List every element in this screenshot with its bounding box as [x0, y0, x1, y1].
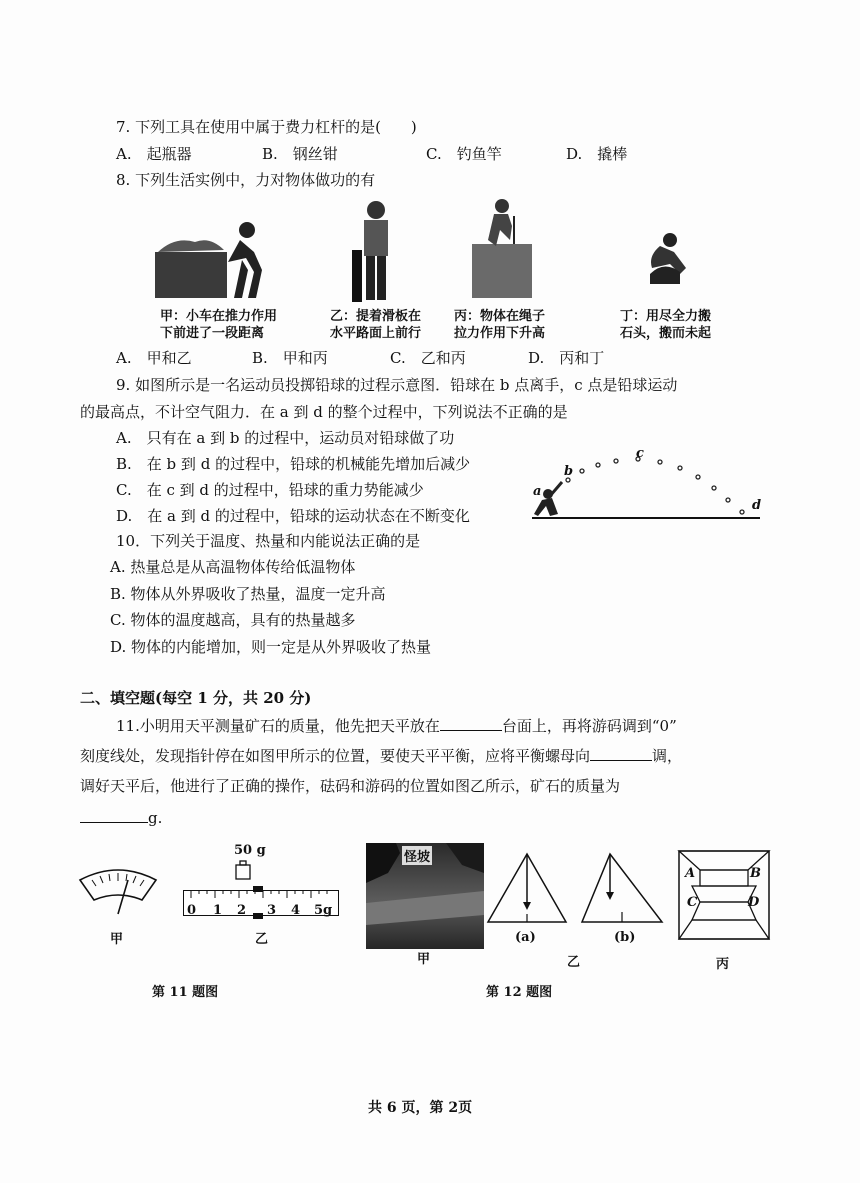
fig12-label-yi: 乙 — [567, 955, 581, 970]
q9-stem-line1: 9. 如图所示是一名运动员投掷铅球的过程示意图．铅球在 b 点离手，c 点是铅球运动 — [116, 376, 678, 394]
box-label-a: A — [685, 866, 696, 881]
box-label-b: B — [750, 866, 761, 881]
weight-icon — [235, 861, 251, 881]
q11-line2-text-b: 调， — [652, 747, 683, 765]
q10-option-d: D. 物体的内能增加，则一定是从外界吸收了热量 — [110, 638, 432, 656]
q8-caption-yi-line1: 乙：提着滑板在 — [330, 309, 422, 324]
answer-blank-1[interactable] — [440, 716, 502, 731]
q11-line3: 调好天平后，他进行了正确的操作，砝码和游码的位置如图乙所示，矿石的质量为 — [80, 777, 621, 795]
q8-caption-bing-line2: 拉力作用下升高 — [454, 326, 546, 341]
q11-line1 — [116, 716, 677, 736]
q8-option-a: A. 甲和乙 — [116, 349, 192, 367]
scale-tick-5g: 5g — [314, 903, 333, 918]
q9-option-b: B. 在 b 到 d 的过程中，铅球的机械能先增加后减少 — [116, 455, 471, 473]
q7-option-b: B. 钢丝钳 — [262, 145, 338, 163]
rope-lift-illustration — [466, 196, 536, 300]
scale-tick-4: 4 — [291, 903, 301, 918]
triangle-b — [580, 852, 664, 924]
q7-option-d: D. 撬棒 — [566, 145, 628, 163]
fig12-caption: 第 12 题图 — [486, 985, 553, 1000]
fig12-label-jia: 甲 — [417, 952, 431, 967]
balance-pointer-dial — [78, 866, 158, 916]
scale-tick-1: 1 — [213, 903, 223, 918]
q11-line2 — [80, 746, 682, 766]
box-label-d: D — [748, 895, 760, 910]
q10-stem: 10．下列关于温度、热量和内能说法正确的是 — [116, 532, 421, 550]
q7-option-a: A. 起瓶器 — [116, 145, 192, 163]
q10-option-a: A. 热量总是从高温物体传给低温物体 — [110, 558, 356, 576]
q11-line4 — [80, 808, 162, 828]
q11-line4-unit: g. — [148, 809, 163, 827]
q11-line1-text-a: 11.小明用天平测量矿石的质量，他先把天平放在 — [116, 717, 440, 735]
triangle-a — [486, 852, 568, 924]
answer-blank-3[interactable] — [80, 808, 148, 823]
q8-option-d: D. 丙和丁 — [528, 349, 605, 367]
weight-label: 50 g — [234, 843, 266, 858]
q9-stem-line2: 的最高点，不计空气阻力．在 a 到 d 的整个过程中，下列说法不正确的是 — [80, 403, 568, 421]
scale-tick-2: 2 — [237, 903, 247, 918]
q8-caption-jia-line1: 甲：小车在推力作用 — [160, 309, 278, 324]
trajectory-label-a: a — [533, 484, 542, 499]
q10-option-c: C. 物体的温度越高，具有的热量越多 — [110, 611, 356, 629]
fig11-caption: 第 11 题图 — [152, 985, 219, 1000]
q8-caption-bing-line1: 丙：物体在绳子 — [454, 309, 546, 324]
q8-caption-jia-line2: 下前进了一段距离 — [160, 326, 265, 341]
photo-text-strange-slope: 怪坡 — [402, 846, 432, 865]
q7-option-c: C. 钓鱼竿 — [426, 145, 502, 163]
scale-tick-3: 3 — [267, 903, 277, 918]
q9-option-c: C. 在 c 到 d 的过程中，铅球的重力势能减少 — [116, 481, 424, 499]
triangle-b-label: (b) — [614, 930, 636, 945]
scale-tick-0: 0 — [187, 903, 197, 918]
q8-caption-ding-line2: 石头，搬而未起 — [620, 326, 712, 341]
section-title: 二、填空题(每空 1 分，共 20 分) — [80, 689, 312, 707]
q10-option-b: B. 物体从外界吸收了热量，温度一定升高 — [110, 585, 386, 603]
q8-stem: 8. 下列生活实例中，力对物体做功的有 — [116, 171, 376, 189]
trajectory-label-d: d — [752, 498, 762, 513]
q8-option-c: C. 乙和丙 — [390, 349, 466, 367]
push-cart-illustration — [150, 210, 280, 305]
q11-line1-text-b: 台面上，再将游码调到“0” — [501, 717, 677, 735]
trajectory-label-c: c — [636, 446, 644, 461]
carry-skateboard-illustration — [346, 198, 406, 308]
page-footer: 共 6 页，第 2页 — [368, 1100, 473, 1116]
lift-stone-illustration — [640, 232, 696, 292]
fig11-label-jia: 甲 — [110, 932, 124, 947]
shot-put-trajectory-figure — [528, 444, 768, 524]
fig12-label-bing: 丙 — [716, 957, 730, 972]
triangle-a-label: (a) — [515, 930, 536, 945]
trajectory-label-b: b — [564, 464, 574, 479]
q9-option-a: A. 只有在 a 到 b 的过程中，运动员对铅球做了功 — [116, 429, 455, 447]
q11-line2-text-a: 刻度线处，发现指针停在如图甲所示的位置，要使天平平衡，应将平衡螺母向 — [80, 747, 591, 765]
q9-option-d: D. 在 a 到 d 的过程中，铅球的运动状态在不断变化 — [116, 507, 470, 525]
q8-option-b: B. 甲和丙 — [252, 349, 328, 367]
answer-blank-2[interactable] — [590, 746, 652, 761]
q7-stem: 7. 下列工具在使用中属于费力杠杆的是( ) — [116, 118, 417, 136]
q8-caption-yi-line2: 水平路面上前行 — [330, 326, 422, 341]
fig11-label-yi: 乙 — [255, 932, 269, 947]
box-label-c: C — [687, 895, 698, 910]
q8-caption-ding-line1: 丁：用尽全力搬 — [620, 309, 712, 324]
